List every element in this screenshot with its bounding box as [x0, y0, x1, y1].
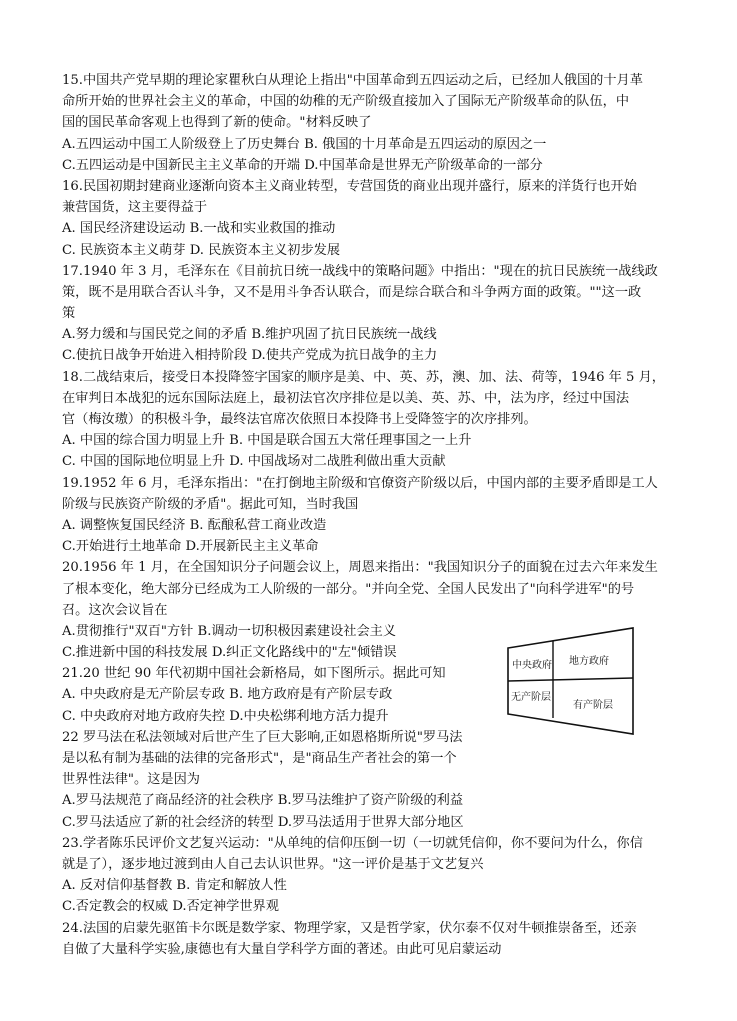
diagram-svg: [505, 626, 637, 738]
diagram-label-propertied-class: 有产阶层: [573, 700, 613, 711]
text-line: 策: [62, 306, 76, 322]
answer-options: C.五四运动是中国新民主主义革命的开端 D.中国革命是世界无产阶级革命的一部分: [62, 157, 543, 173]
answer-options: C. 中央政府对地方政府失控 D.中央松绑利地方活力提升: [62, 708, 389, 724]
text-line: 世界性法律"。这是因为: [62, 772, 200, 788]
answer-options: C.推进新中国的科技发展 D.纠正文化路线中的"左"倾错误: [62, 645, 397, 661]
text-line: 策，既不是用联合否认斗争，又不是用斗争否认联合，而是综合联合和斗争两方面的政策。""这一政: [62, 284, 642, 300]
answer-options: A. 国民经济建设运动 B.一战和实业救国的推动: [62, 221, 336, 237]
text-line: 18.二战结束后，接受日本投降签字国家的顺序是美、中、英、苏，澳、加、法、荷等，1946 年 5 月，: [62, 369, 665, 385]
text-line: 自做了大量科学实验,康德也有大量自学科学方面的著述。由此可见启蒙运动: [62, 941, 502, 957]
answer-options: C. 民族资本主义萌芽 D. 民族资本主义初步发展: [62, 242, 341, 258]
answer-options: A. 反对信仰基督教 B. 肯定和解放人性: [62, 878, 287, 894]
text-line: 国的国民革命客观上也得到了新的使命。"材料反映了: [62, 115, 372, 131]
text-line: 阶级与民族资产阶级的矛盾"。据此可知，当时我国: [62, 496, 359, 512]
text-line: 兼营国货，这主要得益于: [62, 200, 208, 216]
text-line: 17.1940 年 3 月，毛泽东在《目前抗日统一战线中的策略问题》中指出："现在的抗日民族统一战线政: [62, 263, 658, 279]
answer-options: A.罗马法规范了商品经济的社会秩序 B.罗马法维护了资产阶级的利益: [62, 793, 464, 809]
text-line: 19.1952 年 6 月，毛泽东指出："在打倒地主阶级和官僚资产阶级以后，中国内部的主要矛盾即是工人: [62, 475, 658, 491]
text-line: 24.法国的启蒙先驱笛卡尔既是数学家、物理学家，又是哲学家，伏尔泰不仅对牛顿推崇备至，还亲: [62, 920, 637, 936]
text-line: 命所开始的世界社会主义的革命，中国的幼稚的无产阶级直接加入了国际无产阶级革命的队伍，中: [62, 94, 630, 110]
answer-options: A.贯彻推行"双百"方针 B.调动一切积极因素建设社会主义: [62, 623, 397, 639]
text-line: 21.20 世纪 90 年代初期中国社会新格局，如下图所示。据此可知: [62, 666, 446, 682]
text-line: 16.民国初期封建商业逐渐向资本主义商业转型，专营国货的商业出现并盛行，原来的洋货行也开始: [62, 178, 637, 194]
answer-options: C. 中国的国际地位明显上升 D. 中国战场对二战胜利做出重大贡献: [62, 454, 446, 470]
text-line: 就是了），逐步地过渡到由人自己去认识世界。"这一评价是基于文艺复兴: [62, 856, 484, 872]
diagram-label-local-government: 地方政府: [569, 656, 609, 667]
text-line: 官（梅汝璈）的积极斗争，最终法官席次依照日本投降书上受降签字的次序排列。: [62, 412, 537, 427]
answer-options: C.罗马法适应了新的社会经济的转型 D.罗马法适用于世界大部分地区: [62, 814, 464, 830]
answer-options: A.努力缓和与国民党之间的矛盾 B.维护巩固了抗日民族统一战线: [62, 327, 437, 343]
answer-options: C.开始进行土地革命 D.开展新民主主义革命: [62, 539, 319, 555]
text-line: 是以私有制为基础的法律的完备形式"，是"商品生产者社会的第一个: [62, 751, 457, 766]
exam-page: [62, 70, 677, 960]
society-structure-diagram: [505, 626, 637, 738]
text-line: 23.学者陈乐民评价文艺复兴运动："从单纯的信仰压倒一切（一切就凭信仰，你不要问为什么，你信: [62, 835, 643, 851]
text-line: 22 罗马法在私法领域对后世产生了巨大影响,正如恩格斯所说"罗马法: [62, 729, 463, 745]
answer-options: C.使抗日战争开始进入相持阶段 D.使共产党成为抗日战争的主力: [62, 348, 438, 364]
answer-options: C.否定教会的权威 D.否定神学世界观: [62, 899, 279, 915]
text-line: 了根本变化，绝大部分已经成为工人阶级的一部分。"并向全党、全国人民发出了"向科学进军"的号: [62, 581, 635, 597]
text-line: 召。这次会议旨在: [62, 602, 168, 618]
answer-options: A.五四运动中国工人阶级登上了历史舞台 B. 俄国的十月革命是五四运动的原因之一: [62, 136, 547, 152]
answer-options: A. 中央政府是无产阶层专政 B. 地方政府是有产阶层专政: [62, 687, 393, 703]
answer-options: A. 调整恢复国民经济 B. 酝酿私营工商业改造: [62, 517, 327, 533]
diagram-label-propertyless-class: 无产阶层: [511, 692, 551, 703]
text-line: 20.1956 年 1 月，在全国知识分子问题会议上，周恩来指出："我国知识分子的面貌在过去六年来发生: [62, 560, 658, 576]
text-line: 15.中国共产党早期的理论家瞿秋白从理论上指出"中国革命到五四运动之后，已经加人俄国的十月革: [62, 73, 643, 88]
text-line: 在审判日本战犯的远东国际法庭上，最初法官次序排位是以美、英、苏、中，法为序，经过中国法: [62, 390, 630, 406]
diagram-label-central-government: 中央政府: [512, 660, 552, 671]
answer-options: A. 中国的综合国力明显上升 B. 中国是联合国五大常任理事国之一上升: [62, 433, 472, 449]
